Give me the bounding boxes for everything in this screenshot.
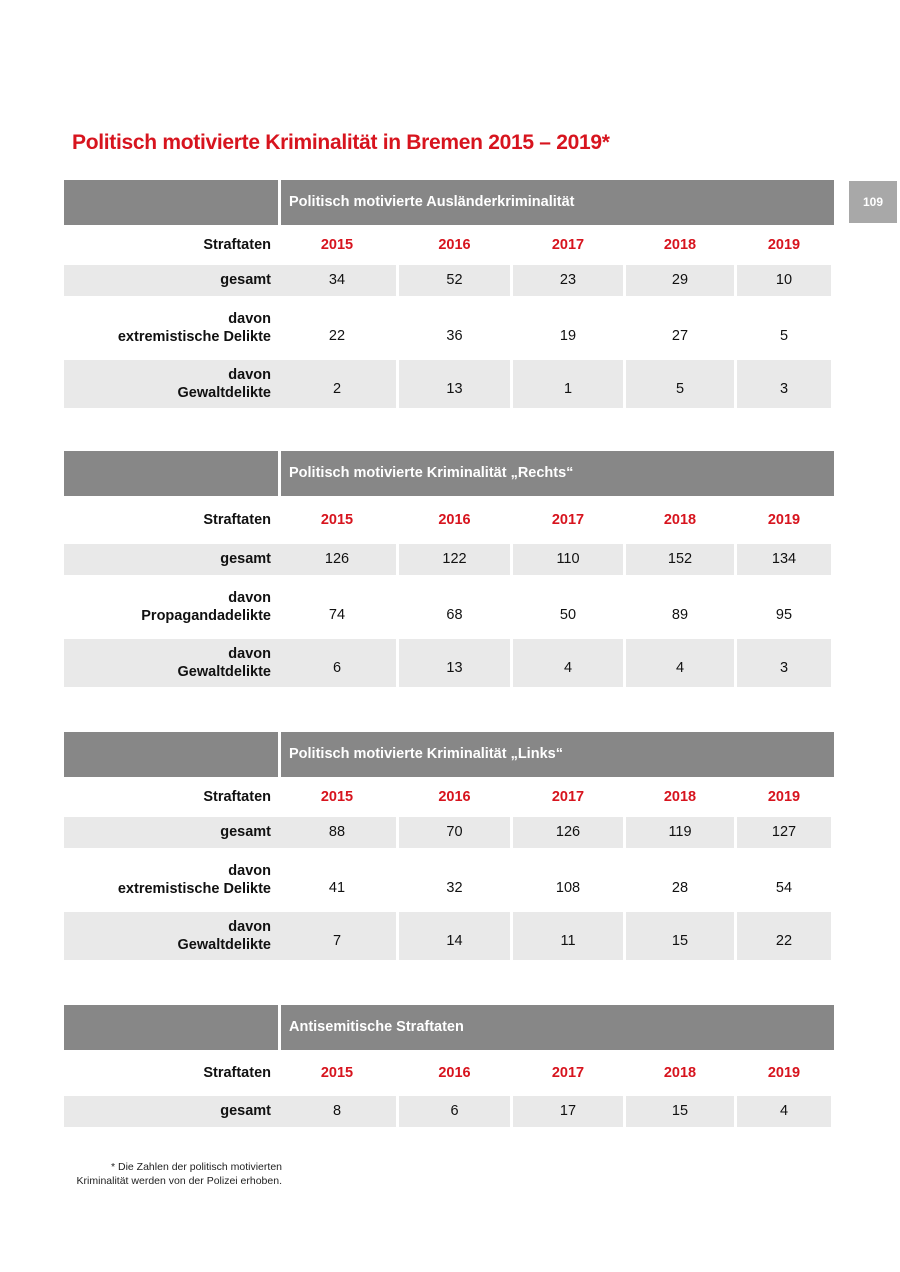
year-cell: 2018	[663, 512, 697, 528]
value-cell: 68	[446, 606, 463, 623]
value-cell: 108	[555, 879, 581, 896]
year-cell: 2017	[551, 237, 585, 253]
value-cell: 74	[328, 606, 346, 623]
header-blank	[64, 451, 278, 496]
row-label-line1: davon	[228, 311, 271, 327]
value-cell: 36	[446, 327, 463, 344]
value-cell: 19	[559, 327, 577, 344]
row-label-line2: extremistische Delikte	[117, 881, 271, 897]
row-label: Straftaten	[203, 237, 271, 253]
value-cell: 27	[671, 327, 689, 344]
value-cell: 89	[671, 606, 689, 623]
footnote-line: Kriminalität werden von der Polizei erhoben.	[76, 1175, 282, 1187]
year-cell: 2015	[320, 512, 354, 528]
row-label	[64, 851, 278, 909]
year-cell: 2016	[438, 237, 471, 253]
year-cell: 2015	[320, 1065, 354, 1081]
year-cell: 2018	[663, 1065, 697, 1081]
year-cell: 2015	[320, 237, 354, 253]
year-cell: 2016	[438, 512, 471, 528]
table-row	[64, 360, 834, 408]
table-links	[64, 732, 834, 960]
value-cell: 22	[737, 912, 831, 960]
header-blank	[64, 180, 278, 225]
table-row	[64, 265, 834, 296]
table-auslaenderkriminalitaet	[64, 180, 834, 408]
year-cell: 2017	[551, 512, 585, 528]
value-cell: 126	[278, 544, 396, 575]
row-label: gesamt	[64, 265, 278, 296]
value-cell: 110	[513, 544, 623, 575]
value-cell: 29	[626, 265, 734, 296]
value-cell: 88	[278, 817, 396, 848]
table-row	[64, 1096, 834, 1127]
row-label-line1: davon	[228, 863, 271, 879]
value-cell: 6	[278, 639, 396, 687]
page-title: Politisch motivierte Kriminalität in Bremen 2015 – 2019*	[72, 131, 610, 154]
value-cell: 70	[399, 817, 510, 848]
value-cell: 126	[513, 817, 623, 848]
row-label	[64, 639, 278, 687]
table-row	[64, 578, 834, 636]
table-row	[64, 912, 834, 960]
value-cell: 152	[626, 544, 734, 575]
table-header	[64, 1005, 834, 1050]
value-cell: 15	[626, 1096, 734, 1127]
value-cell: 28	[671, 879, 689, 896]
row-label: gesamt	[64, 1096, 278, 1127]
row-label-line1: davon	[228, 590, 271, 606]
row-label-line2: Gewaltdelikte	[177, 937, 271, 953]
year-cell: 2017	[551, 789, 585, 805]
header-blank	[64, 732, 278, 777]
footnote	[72, 1160, 282, 1188]
year-cell: 2019	[767, 1065, 801, 1081]
value-cell: 122	[399, 544, 510, 575]
year-cell: 2019	[767, 789, 801, 805]
year-cell: 2018	[663, 789, 697, 805]
value-cell: 32	[446, 879, 463, 896]
value-cell: 134	[737, 544, 831, 575]
row-label-line2: extremistische Delikte	[117, 329, 271, 345]
value-cell: 23	[513, 265, 623, 296]
value-cell: 4	[626, 639, 734, 687]
value-cell: 54	[775, 879, 793, 896]
value-cell: 3	[737, 639, 831, 687]
year-row	[64, 499, 834, 541]
value-cell: 22	[328, 327, 346, 344]
year-cell: 2016	[438, 1065, 471, 1081]
row-label: Straftaten	[203, 789, 271, 805]
value-cell: 5	[779, 327, 789, 344]
year-cell: 2018	[663, 237, 697, 253]
table-rechts	[64, 451, 834, 687]
year-cell: 2019	[767, 512, 801, 528]
row-label-line1: davon	[228, 919, 271, 935]
section-title: Antisemitische Straftaten	[281, 1005, 834, 1050]
value-cell: 8	[278, 1096, 396, 1127]
value-cell: 15	[626, 912, 734, 960]
table-header	[64, 732, 834, 777]
value-cell: 3	[737, 360, 831, 408]
value-cell: 13	[399, 360, 510, 408]
value-cell: 41	[328, 879, 346, 896]
value-cell: 13	[399, 639, 510, 687]
value-cell: 119	[626, 817, 734, 848]
year-row	[64, 228, 834, 262]
row-label: Straftaten	[203, 512, 271, 528]
row-label: Straftaten	[203, 1065, 271, 1081]
value-cell: 50	[559, 606, 577, 623]
row-label-line1: davon	[228, 367, 271, 383]
row-label-line2: Gewaltdelikte	[177, 385, 271, 401]
row-label-line2: Propagandadelikte	[141, 608, 271, 624]
table-row	[64, 817, 834, 848]
page-number: 109	[849, 181, 897, 223]
value-cell: 10	[737, 265, 831, 296]
value-cell: 34	[278, 265, 396, 296]
year-cell: 2019	[767, 237, 801, 253]
table-row	[64, 544, 834, 575]
value-cell: 2	[278, 360, 396, 408]
value-cell: 4	[513, 639, 623, 687]
table-row	[64, 639, 834, 687]
section-title: Politisch motivierte Ausländerkriminalität	[281, 180, 834, 225]
table-header	[64, 451, 834, 496]
year-cell: 2015	[320, 789, 354, 805]
row-label: gesamt	[64, 817, 278, 848]
section-title: Politisch motivierte Kriminalität „Rechts“	[281, 451, 834, 496]
footnote-line: * Die Zahlen der politisch motivierten	[111, 1161, 282, 1173]
table-antisemitisch	[64, 1005, 834, 1127]
value-cell: 4	[737, 1096, 831, 1127]
table-row	[64, 851, 834, 909]
table-header	[64, 180, 834, 225]
row-label	[64, 912, 278, 960]
row-label	[64, 299, 278, 357]
row-label	[64, 578, 278, 636]
value-cell: 52	[399, 265, 510, 296]
value-cell: 17	[513, 1096, 623, 1127]
value-cell: 95	[775, 606, 793, 623]
value-cell: 11	[513, 912, 623, 960]
year-row	[64, 1053, 834, 1093]
row-label-line2: Gewaltdelikte	[177, 664, 271, 680]
row-label: gesamt	[64, 544, 278, 575]
section-title: Politisch motivierte Kriminalität „Links“	[281, 732, 834, 777]
row-label-line1: davon	[228, 646, 271, 662]
row-label	[64, 360, 278, 408]
value-cell: 6	[399, 1096, 510, 1127]
value-cell: 127	[737, 817, 831, 848]
header-blank	[64, 1005, 278, 1050]
value-cell: 7	[278, 912, 396, 960]
table-row	[64, 299, 834, 357]
year-cell: 2017	[551, 1065, 585, 1081]
value-cell: 1	[513, 360, 623, 408]
value-cell: 14	[399, 912, 510, 960]
year-row	[64, 780, 834, 814]
value-cell: 5	[626, 360, 734, 408]
year-cell: 2016	[438, 789, 471, 805]
